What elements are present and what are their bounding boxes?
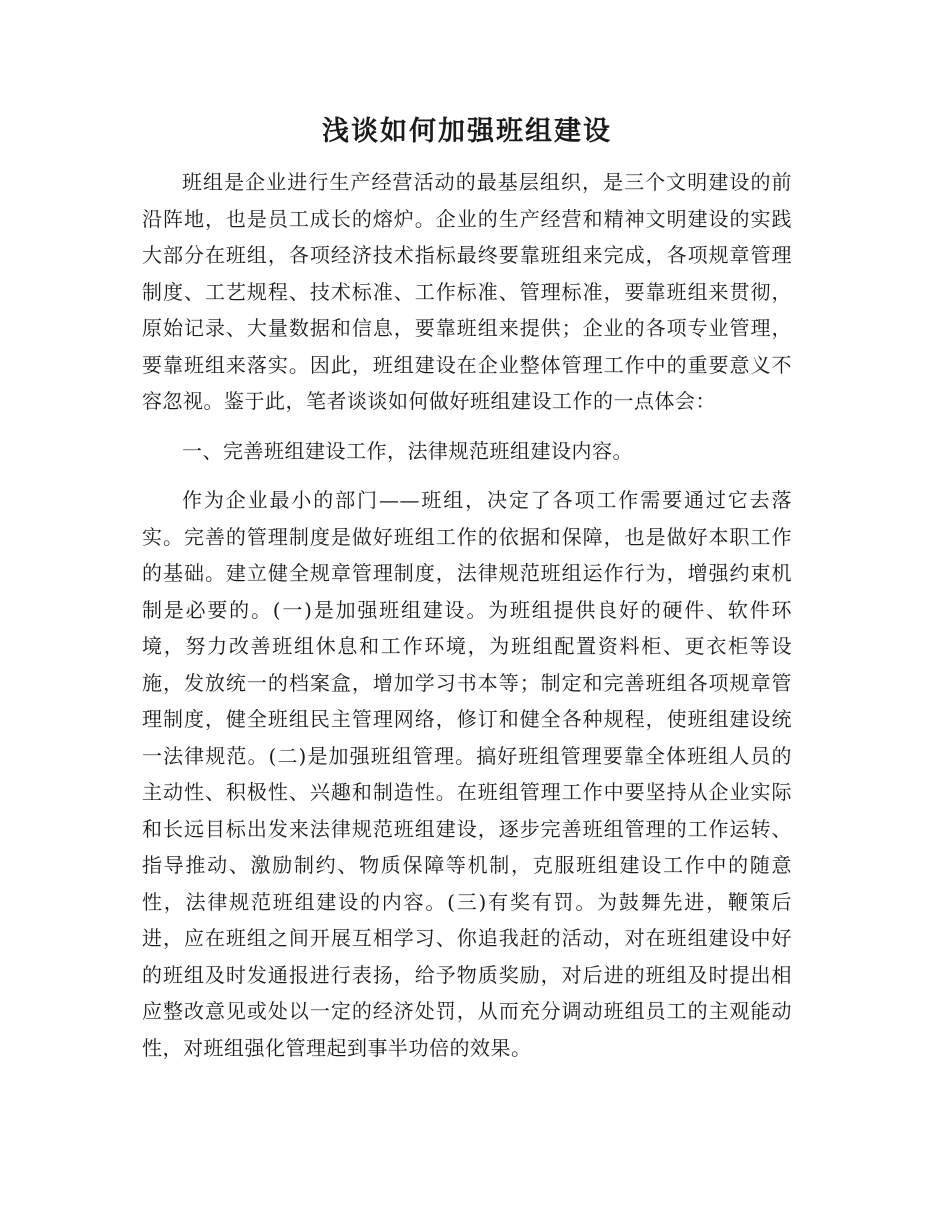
body-paragraph: 作为企业最小的部门——班组，决定了各项工作需要通过它去落实。完善的管理制度是做好班组工作的依据和保障，也是做好本职工作的基础。建立健全规章管理制度，法律规范班组运作行为，增强约束机制是必要的。(一)是加强班组建设。为班组提供良好的硬件、软件环境，努力改善班组休息和工作环境，为班组配置资料柜、更衣柜等设施，发放统一的档案盒，增加学习书本等；制定和完善班组各项规章管理制度，健全班组民主管理网络，修订和健全各种规程，使班组建设统一法律规范。(二)是加强班组管理。搞好班组管理要靠全体班组人员的主动性、积极性、兴趣和制造性。在班组管理工作中要坚持从企业实际和长远目标出发来法律规范班组建设，逐步完善班组管理的工作运转、指导推动、激励制约、物质保障等机制，克服班组建设工作中的随意性，法律规范班组建设的内容。(三)有奖有罚。为鼓舞先进，鞭策后进，应在班组之间开展互相学习、你追我赶的活动，对在班组建设中好的班组及时发通报进行表扬，给予物质奖励，对后进的班组及时提出相应整改意见或处以一定的经济处罚，从而充分调动班组员工的主观能动性，对班组强化管理起到事半功倍的效果。 — [142, 488, 792, 1060]
intro-paragraph: 班组是企业进行生产经营活动的最基层组织，是三个文明建设的前沿阵地，也是员工成长的熔炉。企业的生产经营和精神文明建设的实践大部分在班组，各项经济技术指标最终要靠班组来完成，各项规章管理制度、工艺规程、技术标准、工作标准、管理标准，要靠班组来贯彻，原始记录、大量数据和信息，要靠班组来提供；企业的各项专业管理，要靠班组来落实。因此，班组建设在企业整体管理工作中的重要意义不容忽视。鉴于此，笔者谈谈如何做好班组建设工作的一点体会： — [142, 170, 792, 413]
section-heading-1: 一、完善班组建设工作，法律规范班组建设内容。 — [182, 438, 633, 463]
page-title: 浅谈如何加强班组建设 — [322, 116, 612, 147]
document-page — [142, 112, 792, 1066]
